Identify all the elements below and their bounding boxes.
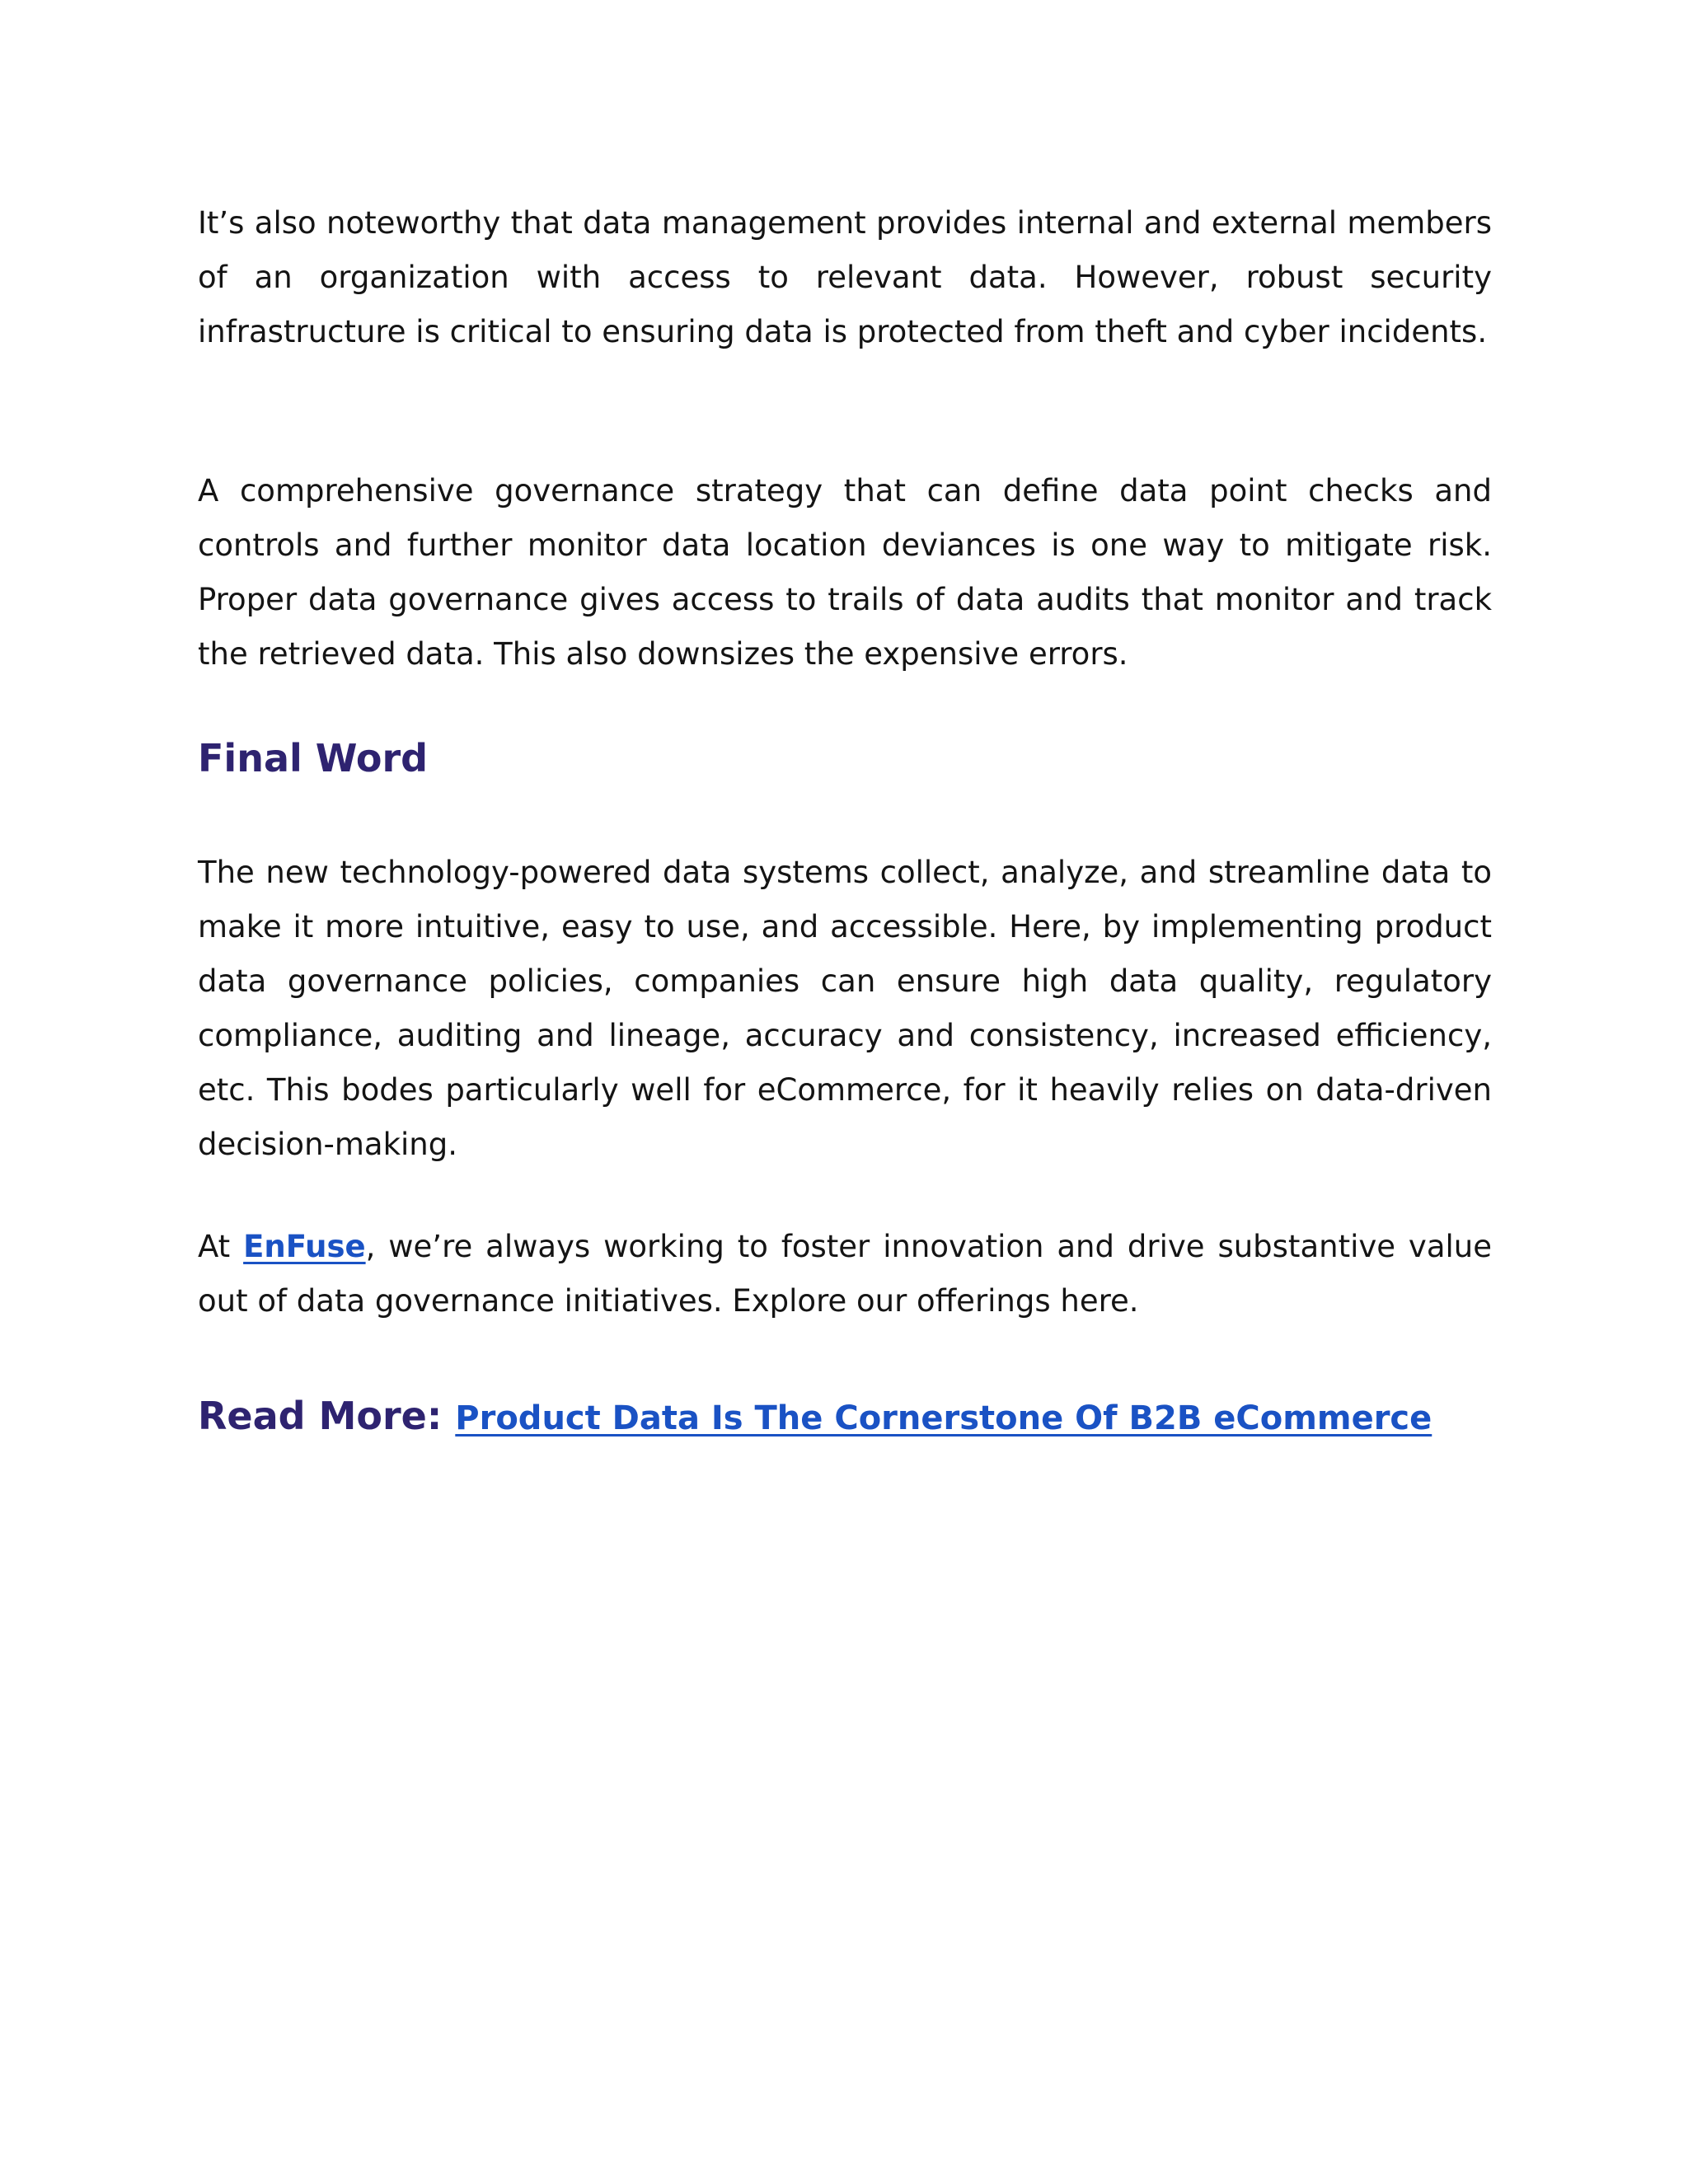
- paragraph-technology-systems: The new technology-powered data systems collect, analyze, and streamline data to make it more intuitive, easy to use, and accessible. Here, by implementing product data governance policies, companies can ensure high data quality, regulatory compliance, auditing and lineage, accuracy and consistency, increased efficiency, etc. This bodes particularly well for eCommerce, for it heavily relies on data-driven decision-making.: [198, 855, 1492, 1162]
- read-more-line: [198, 1391, 1432, 1443]
- paragraph-governance-strategy: A comprehensive governance strategy that can define data point checks and controls and further monitor data location deviances is one way to mitigate risk. Proper data governance gives access to trails of data audits that monitor and track the retrieved data. This also downsizes the expensive errors.: [198, 473, 1492, 672]
- read-more-label: Read More:: [198, 1394, 443, 1438]
- enfuse-link[interactable]: EnFuse: [243, 1229, 366, 1264]
- final-word-heading: Final Word: [198, 736, 429, 780]
- enfuse-prefix: At: [198, 1229, 244, 1264]
- enfuse-suffix: , we’re always working to foster innovation and drive substantive value out of data governance initiatives. Explore our offerings here.: [198, 1229, 1492, 1319]
- paragraph-data-access: It’s also noteworthy that data management provides internal and external members of an organization with access to relevant data. However, robust security infrastructure is critical to ensuring data is protected from theft and cyber incidents.: [198, 205, 1492, 349]
- paragraph-enfuse: [198, 1220, 1492, 1329]
- read-more-link[interactable]: Product Data Is The Cornerstone Of B2B eCommerce: [455, 1399, 1432, 1437]
